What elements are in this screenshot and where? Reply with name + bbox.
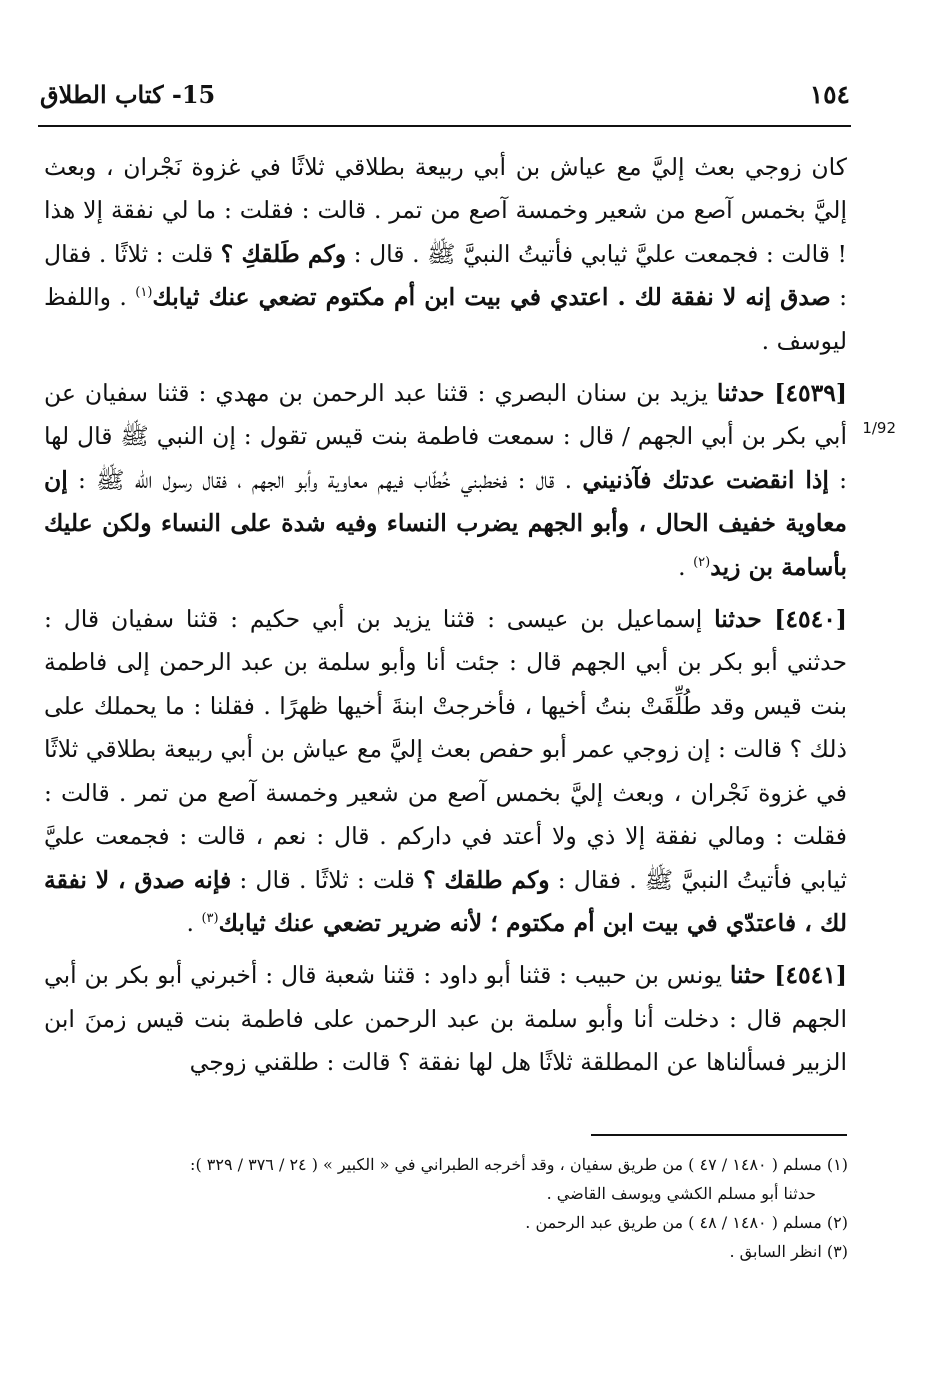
text-segment: يونس بن حبيب : قثنا أبو داود : قثنا شعبة قال : أخبرني أبو بكر بن أبي الجهم قال : دخلت أنا وأبو سلمة بن عبد الرحمن على فاطمة بنت قيس زمنَ ابن الزبير فسألناها عن المطلقة ثلاثًا هل لها نفقة ؟ قالت : طلقني زوجي: [44, 961, 847, 1077]
bold-text-segment: [٤٥٤٠] حدثنا: [714, 605, 847, 634]
footnote-rule: [591, 1134, 847, 1136]
footnote-marker: (٣): [201, 911, 219, 927]
text-segment: .: [678, 552, 694, 581]
main-text: [44, 146, 847, 1085]
text-segment: قلت : ثلاثًا . فقال :: [44, 239, 847, 312]
bold-text-segment: [٤٥٣٩] حدثنا: [716, 379, 847, 408]
bold-text-segment: إذا انقضت عدتك فآذنيني: [582, 465, 829, 494]
chapter-title: 15- كتاب الطلاق: [40, 80, 216, 109]
text-segment: كان زوجي بعث إليَّ مع عياش بن أبي ربيعة بطلاقي ثلاثًا في غزوة نَجْران ، وبعث إليَّ بخمس آصع من شعير وخمسة آصع من تمر . قالت : فقلت : ما لي نفقة إلا هذا ! قالت : فجمعت عليَّ ثيابي فأتيتُ النبيَّ ﷺ . قال :: [44, 153, 847, 268]
footnote-1-line-1: (١) مسلم ( ١٤٨٠ / ٤٧ ) من طريق سفيان ، وقد أخرجه الطبراني في « الكبير » ( ٢٤ / ٣٧٦ / ٣٢٩ ):: [190, 1155, 848, 1174]
bold-text-segment: وكم طَلقكِ ؟: [220, 239, 347, 268]
hadith-4539: [44, 372, 847, 589]
footnote-3: (٣) انظر السابق .: [729, 1242, 848, 1261]
bold-text-segment: إن معاوية خفيف الحال ، وأبو الجهم يضرب النساء وفيه شدة على النساء ولكن عليك بأسامة بن زيد: [44, 465, 847, 581]
text-segment: قلت : ثلاثًا . قال :: [231, 865, 424, 894]
footnote-marker: (٢): [693, 554, 711, 570]
bold-text-segment: [٤٥٤١] حثنا: [729, 961, 848, 990]
footnote-2: (٢) مسلم ( ١٤٨٠ / ٤٨ ) من طريق عبد الرحمن .: [525, 1213, 848, 1232]
footnote-1-line-2: حدثنا أبو مسلم الكشي ويوسف القاضي .: [546, 1184, 816, 1203]
text-segment: يزيد بن سنان البصري : قثنا عبد الرحمن بن مهدي : قثنا سفيان عن أبي بكر بن أبي الجهم / قال : سمعت فاطمة بنت قيس تقول : إن النبي ﷺ قال لها :: [44, 379, 847, 494]
header-rule: [38, 125, 851, 127]
bold-text-segment: وكم طلقك ؟: [423, 865, 550, 894]
footnote-marker: (١): [135, 285, 153, 301]
text-segment: إسماعيل بن عيسى : قثنا يزيد بن أبي حكيم : قثنا سفيان قال : حدثني أبو بكر بن أبي الجهم قال : جئت أنا وأبو سلمة بن عبد الرحمن إلى فاطمة بنت قيس وقد طُلِّقَتْ بنتُ أخيها ، فأخرجتْ ابنةَ أخيها ظهرًا . فقلنا : ما يحملك على ذلك ؟ قالت : إن زوجي عمر أبو حفص بعث إليَّ مع عياش بن أبي ربيعة بطلاقي ثلاثًا في غزوة نَجْران ، وبعث إليَّ بخمس آصع من شعير وخمسة آصع من تمر . قالت : فقلت : ومالي نفقة إلا ذي ولا أعتد في داركم . قال : نعم ، قالت : فجمعت عليَّ ثيابي فأتيتُ النبيَّ ﷺ . فقال :: [44, 605, 847, 894]
page-header: [40, 74, 850, 118]
bold-text-segment: صدق إنه لا نفقة لك . اعتدي في بيت ابن أم مكتوم تضعي عنك ثيابك: [152, 283, 831, 312]
text-paragraph: [44, 146, 847, 363]
footnotes: [40, 1150, 848, 1266]
text-segment: .: [186, 908, 202, 937]
margin-reference: 1/92: [862, 419, 896, 437]
bold-text-segment: فإنه صدق ، لا نفقة لك ، فاعتدّي في بيت ابن أم مكتوم ؛ لأنه ضرير تضعي عنك ثيابك: [44, 865, 847, 937]
hadith-4540: [44, 598, 847, 945]
footnote-1: [40, 1150, 848, 1208]
hadith-4541: [44, 954, 847, 1084]
page-number: ١٥٤: [809, 80, 850, 109]
text-segment: . قال : فخطبني خُطّاب فيهم معاوية وأبو الجهم ، فقال رسول الله ﷺ :: [67, 465, 583, 494]
text-segment: . واللفظ ليوسف .: [44, 283, 847, 355]
